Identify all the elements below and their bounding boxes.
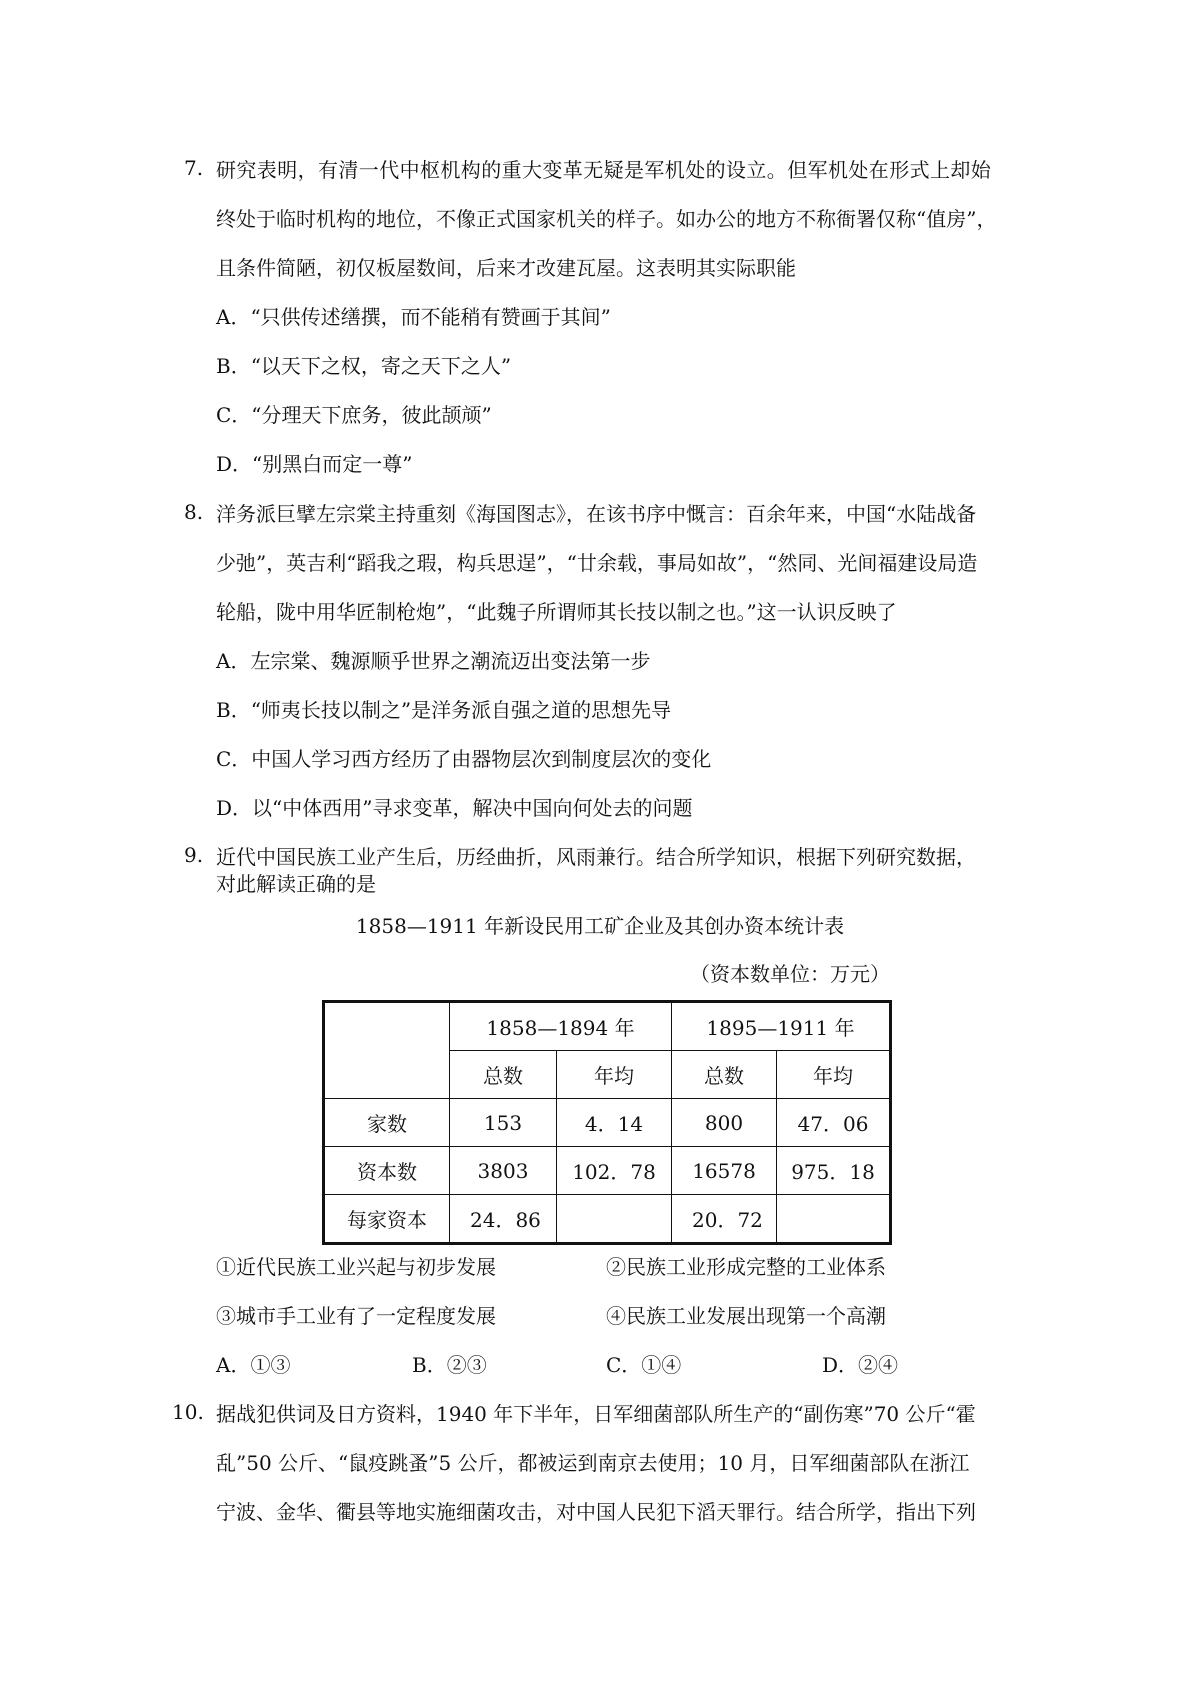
question-stem-line: 洋务派巨擘左宗棠主持重刻《海国图志》，在该书序中慨言：百余年来，中国“水陆战备 <box>216 502 977 526</box>
question-stem-line: 乱”50 公斤、“鼠疫跳蚤”5 公斤，都被运到南京去使用；10 月，日军细菌部队在浙江 <box>216 1451 970 1475</box>
statement-4: ④民族工业发展出现第一个高潮 <box>606 1304 886 1328</box>
option-c: C．中国人学习西方经历了由器物层次到制度层次的变化 <box>216 747 712 771</box>
table-unit-note: （资本数单位：万元） <box>690 962 890 986</box>
question-stem-line: 宁波、金华、衢县等地实施细菌攻击，对中国人民犯下滔天罪行。结合所学，指出下列 <box>216 1500 976 1524</box>
statement-1: ①近代民族工业兴起与初步发展 <box>216 1255 496 1279</box>
statement-3: ③城市手工业有了一定程度发展 <box>216 1304 496 1328</box>
table-cell: 16578 <box>672 1147 777 1195</box>
question-stem-line: 终处于临时机构的地位，不像正式国家机关的样子。如办公的地方不称衙署仅称“值房”， <box>216 207 997 231</box>
question-stem-line: 对此解读正确的是 <box>216 872 376 896</box>
option-a: A．①③ <box>216 1353 291 1377</box>
subheader-cell: 总数 <box>450 1051 557 1099</box>
option-a: A．左宗棠、魏源顺乎世界之潮流迈出变法第一步 <box>216 649 651 673</box>
table-cell: 3803 <box>450 1147 557 1195</box>
question-stem-line: 且条件简陋，初仅板屋数间，后来才改建瓦屋。这表明其实际职能 <box>216 256 796 280</box>
option-d: D．②④ <box>822 1353 899 1377</box>
question-stem-line: 研究表明，有清一代中枢机构的重大变革无疑是军机处的设立。但军机处在形式上却始 <box>216 158 992 182</box>
question-stem-line: 轮船，陇中用华匠制枪炮”，“此魏子所谓师其长技以制之也。”这一认识反映了 <box>216 600 897 624</box>
option-c: C．①④ <box>606 1353 682 1377</box>
table-corner-cell <box>324 1002 450 1099</box>
period-header: 1895—1911 年 <box>672 1002 891 1051</box>
option-d: D．以“中体西用”寻求变革，解决中国向何处去的问题 <box>216 796 693 820</box>
subheader-cell: 年均 <box>557 1051 672 1099</box>
question-number: 8. <box>184 500 204 524</box>
table-cell: 4．14 <box>557 1099 672 1147</box>
option-b: B．②③ <box>412 1353 487 1377</box>
table-row <box>324 1195 891 1244</box>
option-b: B．“师夷长技以制之”是洋务派自强之道的思想先导 <box>216 698 672 722</box>
question-number: 10. <box>172 1400 204 1424</box>
question-stem-line: 据战犯供词及日方资料，1940 年下半年，日军细菌部队所生产的“副伤寒”70 公斤“霍 <box>216 1402 976 1426</box>
option-a: A．“只供传述缮撰，而不能稍有赞画于其间” <box>216 305 611 329</box>
subheader-cell: 总数 <box>672 1051 777 1099</box>
table-cell: 975．18 <box>777 1147 891 1195</box>
table-title: 1858—1911 年新设民用工矿企业及其创办资本统计表 <box>355 914 845 938</box>
table-cell: 102．78 <box>557 1147 672 1195</box>
question-number: 7. <box>184 156 204 180</box>
option-d: D．“别黑白而定一尊” <box>216 452 413 476</box>
row-label: 资本数 <box>324 1147 450 1195</box>
option-b: B．“以天下之权，寄之天下之人” <box>216 354 512 378</box>
table-cell: 47．06 <box>777 1099 891 1147</box>
table-cell: 800 <box>672 1099 777 1147</box>
table-cell <box>777 1195 891 1244</box>
table-cell: 24．86 <box>450 1195 557 1244</box>
question-stem-line: 少弛”，英吉利“蹈我之瑕，构兵思逞”，“廿余载，事局如故”，“然同、光间福建设局造 <box>216 551 978 575</box>
statistics-table <box>322 1000 892 1245</box>
row-label: 家数 <box>324 1099 450 1147</box>
question-stem-line: 近代中国民族工业产生后，历经曲折，风雨兼行。结合所学知识，根据下列研究数据， <box>216 845 976 869</box>
period-header: 1858—1894 年 <box>450 1002 672 1051</box>
subheader-cell: 年均 <box>777 1051 891 1099</box>
question-number: 9. <box>184 843 204 867</box>
statement-2: ②民族工业形成完整的工业体系 <box>606 1255 886 1279</box>
option-c: C．“分理天下庶务，彼此颉颃” <box>216 403 492 427</box>
table-row <box>324 1147 891 1195</box>
table-cell: 153 <box>450 1099 557 1147</box>
row-label: 每家资本 <box>324 1195 450 1244</box>
table-cell <box>557 1195 672 1244</box>
table-header-row <box>324 1002 891 1051</box>
table-cell: 20．72 <box>672 1195 777 1244</box>
table-row <box>324 1099 891 1147</box>
